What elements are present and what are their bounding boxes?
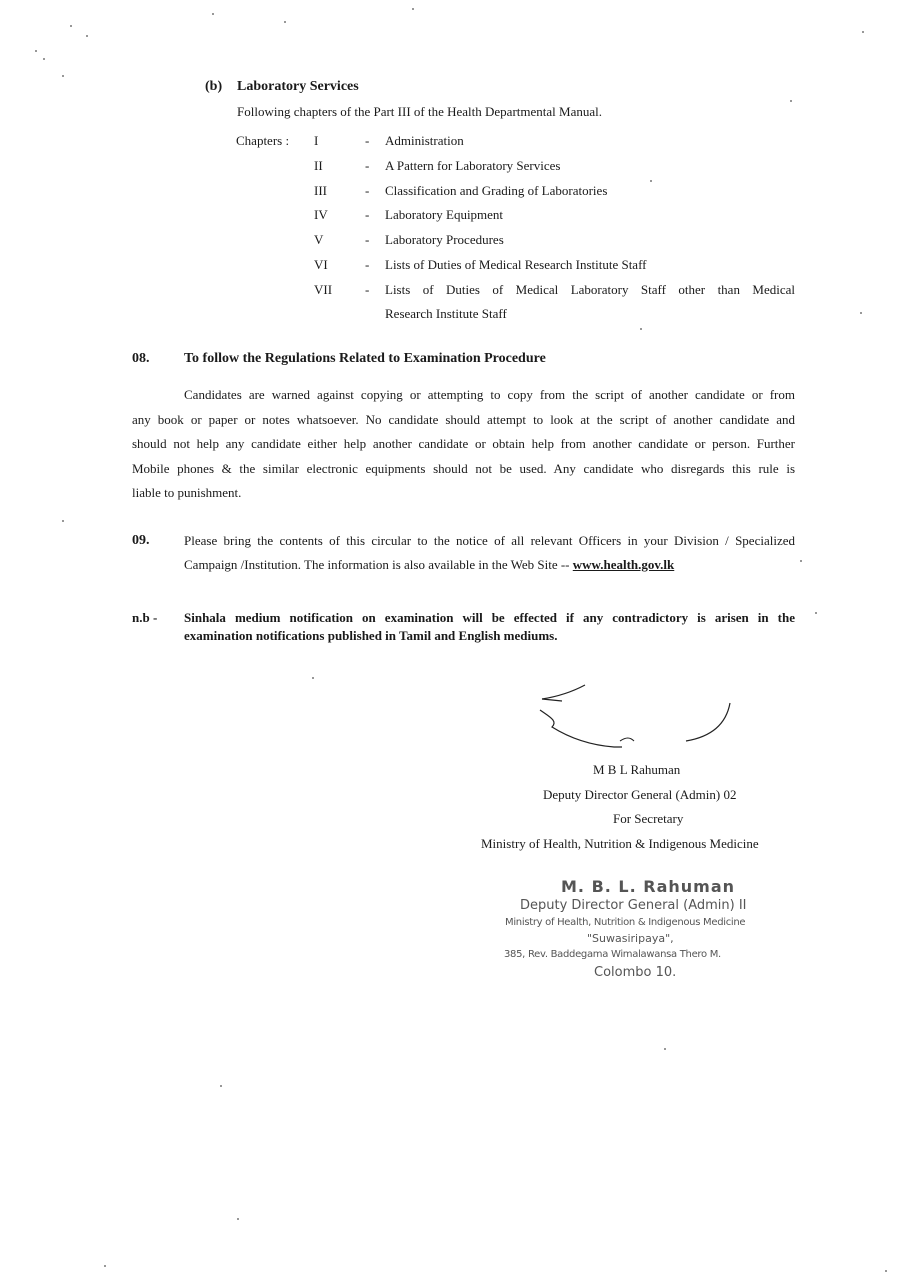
website-prefix: Campaign /Institution. The information is also available in the Web Site -- bbox=[184, 557, 570, 572]
chapter-dash: - bbox=[365, 282, 370, 297]
stamp-city: Colombo 10. bbox=[594, 965, 677, 980]
nb-label: n.b - bbox=[132, 610, 158, 625]
stamp-designation: Deputy Director General (Admin) II bbox=[520, 898, 747, 913]
chapter-number: IV bbox=[314, 207, 328, 222]
paragraph-line bbox=[184, 557, 674, 573]
paragraph-line: Mobile phones & the similar electronic equipments should not be used. Any candidate who disregards this rule is bbox=[132, 461, 795, 476]
chapter-title: Laboratory Equipment bbox=[385, 207, 504, 222]
chapter-number: VII bbox=[314, 282, 333, 297]
chapter-number: V bbox=[314, 232, 324, 247]
chapter-title: Lists of Duties of Medical Laboratory Staff other than Medical bbox=[385, 282, 795, 297]
paragraph-line: any book or paper or notes whatsoever. No candidate should attempt to look at the script of another candidate and bbox=[132, 412, 795, 427]
subsection-title: Laboratory Services bbox=[237, 79, 359, 94]
stamp-name: M. B. L. Rahuman bbox=[561, 877, 736, 896]
chapter-title: A Pattern for Laboratory Services bbox=[385, 158, 561, 173]
chapter-title: Laboratory Procedures bbox=[385, 232, 504, 247]
chapter-dash: - bbox=[365, 158, 370, 173]
chapter-title: Classification and Grading of Laboratories bbox=[385, 183, 608, 198]
chapter-title: Lists of Duties of Medical Research Institute Staff bbox=[385, 257, 647, 272]
chapter-dash: - bbox=[365, 133, 370, 148]
signatory-for: For Secretary bbox=[613, 811, 684, 826]
chapter-number: VI bbox=[314, 257, 328, 272]
nb-line: examination notifications published in Tamil and English mediums. bbox=[184, 628, 558, 643]
website-link[interactable]: www.health.gov.lk bbox=[572, 557, 675, 572]
signatory-name: M B L Rahuman bbox=[593, 762, 681, 777]
paragraph-line: Please bring the contents of this circular to the notice of all relevant Officers in your Division / Specialized bbox=[184, 533, 795, 548]
chapter-number: III bbox=[314, 183, 327, 198]
chapter-number: I bbox=[314, 133, 319, 148]
stamp-address: 385, Rev. Baddegama Wimalawansa Thero M. bbox=[504, 949, 721, 960]
stamp-ministry: Ministry of Health, Nutrition & Indigenous Medicine bbox=[505, 917, 746, 928]
paragraph-line: should not help any candidate either help another candidate or obtain help from another candidate or person. Further bbox=[132, 436, 795, 451]
signatory-designation: Deputy Director General (Admin) 02 bbox=[543, 787, 737, 802]
chapter-title-continued: Research Institute Staff bbox=[385, 306, 507, 321]
paragraph-line: Candidates are warned against copying or attempting to copy from the script of another candidate or from bbox=[184, 387, 795, 402]
handwritten-signature bbox=[530, 675, 750, 760]
stamp-building: "Suwasiripaya", bbox=[587, 932, 674, 945]
signatory-ministry: Ministry of Health, Nutrition & Indigenous Medicine bbox=[481, 836, 759, 851]
section-title: To follow the Regulations Related to Examination Procedure bbox=[184, 351, 546, 366]
chapters-label: Chapters : bbox=[236, 133, 290, 148]
chapter-dash: - bbox=[365, 207, 370, 222]
chapter-dash: - bbox=[365, 232, 370, 247]
section-number: 08. bbox=[132, 351, 150, 366]
subsection-intro: Following chapters of the Part III of the Health Departmental Manual. bbox=[237, 104, 602, 119]
section-number: 09. bbox=[132, 533, 150, 548]
chapter-dash: - bbox=[365, 257, 370, 272]
chapter-dash: - bbox=[365, 183, 370, 198]
chapter-title: Administration bbox=[385, 133, 464, 148]
subsection-label: (b) bbox=[205, 79, 223, 94]
paragraph-line: liable to punishment. bbox=[132, 485, 242, 500]
nb-line: Sinhala medium notification on examination will be effected if any contradictory is arisen in the bbox=[184, 610, 795, 625]
chapter-number: II bbox=[314, 158, 323, 173]
